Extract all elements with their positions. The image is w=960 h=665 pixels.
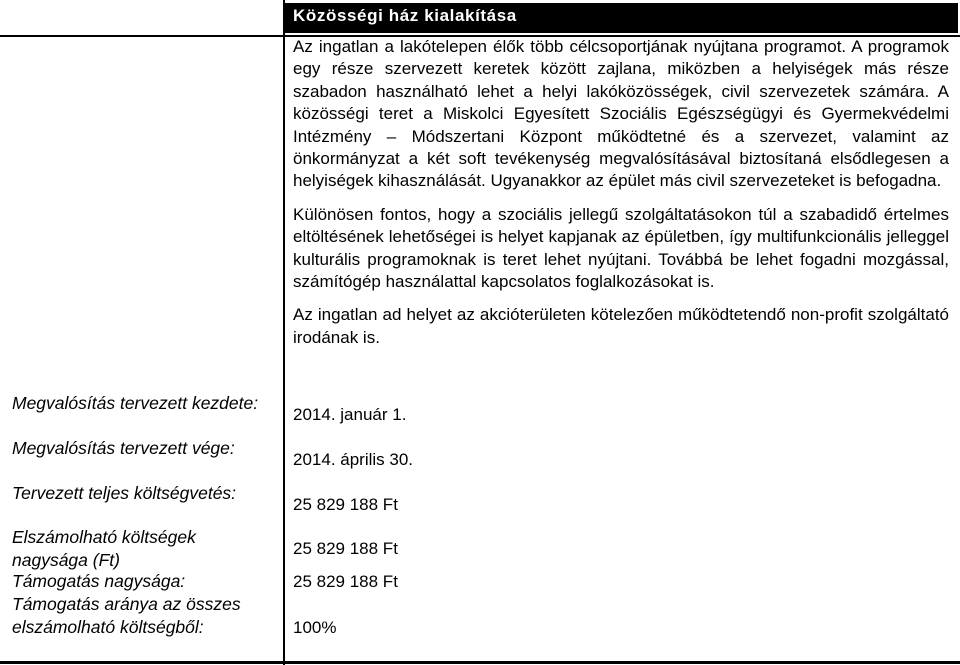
description-text [293,36,949,349]
section-title: Közösségi ház kialakítása [293,6,517,25]
field-value-start-date: 2014. január 1. [293,405,407,424]
bottom-border [0,661,960,664]
field-value-eligible-costs: 25 829 188 Ft [293,539,398,558]
description-paragraph: Különösen fontos, hogy a szociális jellegű szolgáltatásokon túl a szabadidő értelmes eltöltésének lehetőségei is helyet kapjanak az épületben, így multifunkcionális jelleggel kulturális programoknak is teret lehet nyújtani. Továbbá be lehet fogadni mozgással, számítógép használattal kapcsolatos foglalkozásokat is. [293,204,949,292]
description-paragraph: Az ingatlan ad helyet az akcióterületen kötelezően működtetendő non-profit szolgáltató irodának is. [293,305,949,347]
field-value-support-amount: 25 829 188 Ft [293,572,398,591]
field-value-end-date: 2014. április 30. [293,450,414,469]
field-label-end-date: Megvalósítás tervezett vége: [12,438,235,458]
field-label-eligible-costs: Elszámolható költségek nagysága (Ft) [12,527,196,570]
field-label-start-date: Megvalósítás tervezett kezdete: [12,393,259,413]
column-divider [283,0,285,665]
field-label-support-amount: Támogatás nagysága: [12,571,186,591]
field-value-support-ratio: 100% [293,618,337,637]
field-value-total-budget: 25 829 188 Ft [293,495,398,514]
description-paragraph: Az ingatlan a lakótelepen élők több célcsoportjának nyújtana programot. A programok egy része szervezett keretek között zajlana, miközben a helyiségek más része szabadon használható lehet a helyi lakóközösségek, civil szervezetek számára. A közösségi teret a Miskolci Egyesített Szociális Egészségügyi és Gyermekvédelmi Intézmény – Módszertani Központ működtetné és a szervezet, valamint az önkormányzat a két soft tevékenység megvalósításával biztosítaná elsődlegesen a helyiségek kihasználását. Ugyanakkor az épület más civil szervezeteket is befogadna. [293,37,949,191]
field-label-total-budget: Tervezett teljes költségvetés: [12,483,237,503]
field-label-support-ratio: Támogatás aránya az összes elszámolható költségből: [12,594,241,637]
